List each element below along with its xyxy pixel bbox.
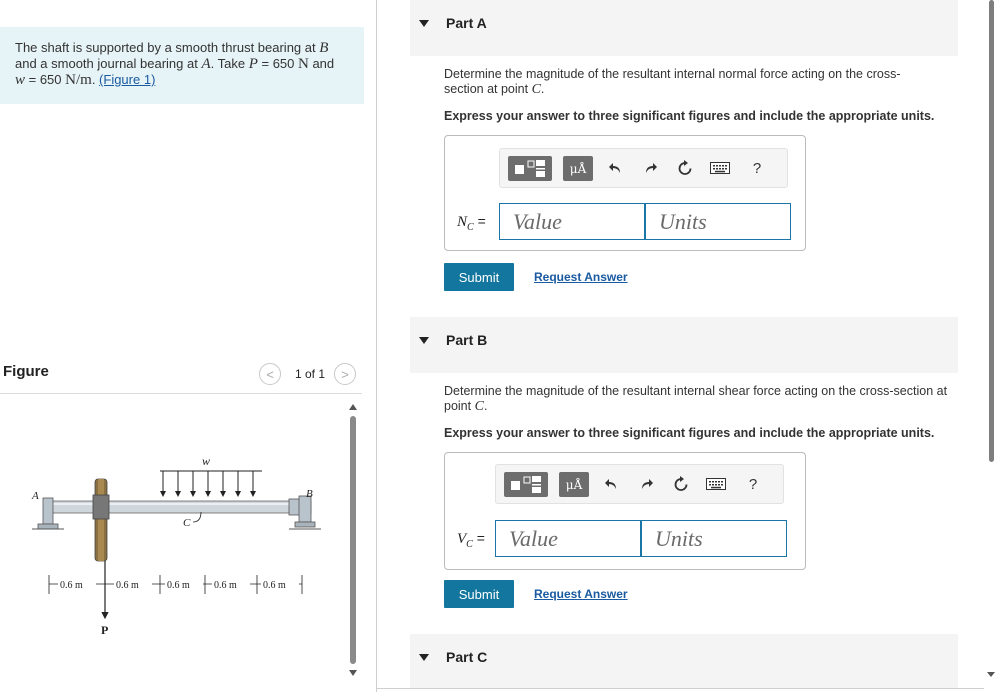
part-b-instruction: Express your answer to three significant figures and include the appropriate units. (444, 426, 935, 440)
dim-2: 0.6 m (116, 580, 139, 591)
units-button[interactable] (563, 156, 593, 181)
units-mu-icon: μÅ (569, 161, 587, 176)
label-c: C (183, 517, 191, 529)
pager-label: 1 of 1 (295, 367, 326, 381)
part-a-answer-box (444, 135, 806, 251)
main-scroll-thumb[interactable] (989, 0, 994, 462)
figure-pager (259, 363, 356, 385)
templates-button[interactable] (508, 156, 552, 181)
keyboard-icon (706, 478, 726, 490)
redo-button[interactable] (637, 474, 657, 494)
label-w: w (202, 454, 211, 468)
unit-n: N (298, 56, 309, 72)
reset-icon (677, 160, 693, 176)
request-answer-link[interactable]: Request Answer (534, 270, 628, 284)
left-pane (0, 0, 377, 692)
shaft-figure (27, 440, 327, 650)
value-input[interactable]: Value (495, 520, 641, 557)
templates-button[interactable] (504, 472, 548, 497)
submit-button[interactable]: Submit (444, 263, 514, 291)
equals-sign: = (473, 213, 486, 229)
reset-button[interactable] (675, 158, 695, 178)
dim-3: 0.6 m (167, 580, 190, 591)
templates-icon (504, 472, 548, 497)
bottom-divider (377, 688, 984, 689)
request-answer-link[interactable]: Request Answer (534, 587, 628, 601)
question-text: Determine the magnitude of the resultant internal shear force acting on the cross-section at point (444, 384, 948, 413)
point-c: C (531, 82, 541, 97)
problem-text: = 650 (257, 56, 298, 71)
var-p: P (248, 56, 258, 72)
part-b-header[interactable] (410, 317, 958, 373)
dim-4: 0.6 m (214, 580, 237, 591)
keyboard-icon (710, 162, 730, 174)
answer-label (457, 530, 485, 550)
pulley (93, 479, 109, 561)
help-button[interactable] (747, 158, 767, 178)
undo-button[interactable] (605, 158, 625, 178)
figure-link[interactable]: (Figure 1) (99, 72, 156, 87)
keyboard-button[interactable] (709, 158, 731, 178)
point-c: C (474, 399, 484, 414)
collapse-triangle-icon (419, 20, 429, 27)
part-a-instruction: Express your answer to three significant figures and include the appropriate units. (444, 109, 935, 123)
value-input[interactable]: Value (499, 203, 645, 240)
undo-button[interactable] (601, 474, 621, 494)
problem-text: The shaft is supported by a smooth thrust bearing at (15, 40, 320, 55)
shaft (49, 501, 311, 513)
var-sub-c: C (466, 538, 473, 550)
scroll-down-icon (349, 670, 357, 676)
redo-icon (644, 161, 658, 175)
collapse-triangle-icon (419, 654, 429, 661)
undo-icon (604, 477, 618, 491)
bearing-b (289, 496, 321, 529)
units-button[interactable] (559, 472, 589, 497)
reset-icon (673, 476, 689, 492)
problem-statement (0, 27, 364, 104)
equation-toolbar (499, 148, 788, 188)
var-a: A (201, 56, 211, 72)
part-a-title: Part A (446, 15, 487, 31)
figure-scrollbar[interactable] (347, 402, 359, 678)
part-b-question: Determine the magnitude of the resultant internal shear force acting on the cross-section at point C. (444, 384, 948, 414)
prev-figure-button[interactable] (259, 363, 281, 385)
dim-1: 0.6 m (60, 580, 83, 591)
keyboard-button[interactable] (705, 474, 727, 494)
problem-text: . (91, 72, 100, 87)
chevron-left-icon: < (266, 366, 274, 382)
part-a-question: Determine the magnitude of the resultant internal normal force acting on the cross-section at point C. (444, 67, 901, 97)
part-c-header[interactable] (410, 634, 958, 688)
templates-icon (508, 156, 552, 181)
problem-text: and (308, 56, 335, 71)
part-b-answer-box (444, 452, 806, 570)
problem-text: = 650 (25, 72, 66, 87)
help-icon: ? (748, 475, 758, 493)
units-input[interactable]: Units (645, 203, 791, 240)
submit-button[interactable]: Submit (444, 580, 514, 608)
var-w: w (15, 72, 26, 88)
redo-button[interactable] (641, 158, 661, 178)
reset-button[interactable] (671, 474, 691, 494)
part-b-title: Part B (446, 332, 488, 348)
answer-label (457, 213, 486, 233)
redo-icon (640, 477, 654, 491)
var-v: V (457, 531, 467, 547)
dim-5: 0.6 m (263, 580, 286, 591)
var-sub-c: C (467, 221, 474, 233)
label-b: B (306, 488, 313, 500)
next-figure-button[interactable] (334, 363, 356, 385)
var-n: N (457, 214, 468, 230)
undo-icon (608, 161, 622, 175)
units-mu-icon: μÅ (565, 477, 583, 492)
equation-toolbar (495, 464, 784, 504)
figure-divider (0, 393, 362, 394)
help-icon: ? (752, 159, 762, 177)
main-scrollbar[interactable] (984, 0, 998, 692)
help-button[interactable] (743, 474, 763, 494)
var-b: B (319, 40, 329, 56)
scroll-up-icon (349, 404, 357, 410)
units-input[interactable]: Units (641, 520, 787, 557)
label-p: P (101, 623, 109, 637)
equals-sign: = (472, 530, 485, 546)
pane-divider (376, 0, 377, 692)
collapse-triangle-icon (419, 337, 429, 344)
part-a-header[interactable] (410, 0, 958, 56)
unit-n-per-m: N/m (65, 72, 92, 88)
chevron-right-icon: > (341, 366, 349, 382)
problem-text: . Take (210, 56, 249, 71)
problem-text: and a smooth journal bearing at (15, 56, 202, 71)
label-a: A (32, 490, 39, 502)
part-c-title: Part C (446, 649, 488, 665)
load-arrows (163, 471, 253, 496)
scroll-thumb (350, 416, 356, 664)
figure-title: Figure (3, 363, 49, 380)
question-text: Determine the magnitude of the resultant internal normal force acting on the cross-section at point (444, 67, 901, 96)
scroll-down-icon[interactable] (987, 670, 995, 678)
